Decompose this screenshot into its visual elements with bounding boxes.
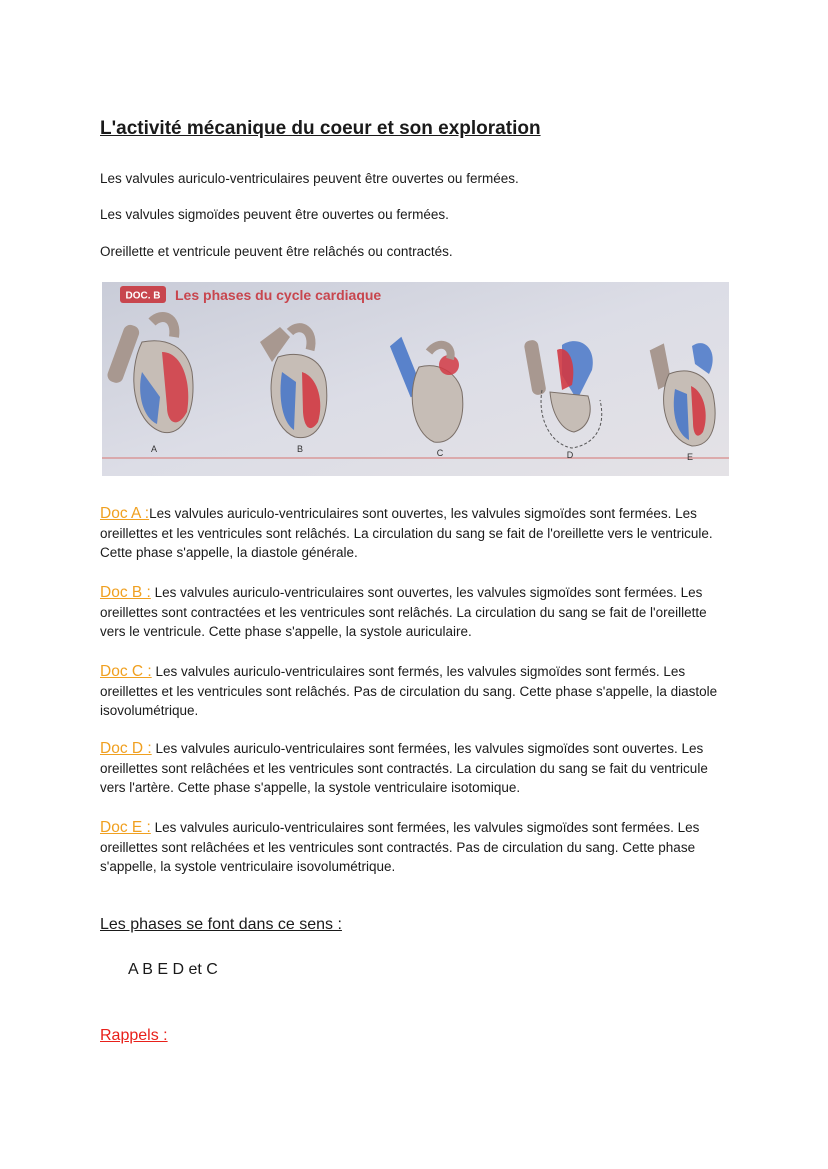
doc-badge-text: DOC. B	[125, 290, 161, 302]
doc-a-label: Doc A :	[100, 505, 150, 522]
doc-c-paragraph	[100, 662, 730, 721]
figure-letter: B	[296, 444, 304, 454]
doc-c-text: Les valvules auriculo-ventriculaires sont fermés, les valvules sigmoïdes sont fermés. Les oreillettes et les ventricules sont relâchés. Pas de circulation du sang. Cette phase s'appelle, la diastole isovolumétrique.	[100, 664, 718, 718]
doc-b-paragraph	[100, 583, 730, 642]
doc-d-text: Les valvules auriculo-ventriculaires sont fermées, les valvules sigmoïdes sont ouvertes. Les oreillettes sont relâchées et les ventricules sont contractés. La circulation du sang se fait du ventricule vers l'artère. Cette phase s'appelle, la systole ventriculaire isotomique.	[100, 741, 708, 795]
intro-paragraph: Oreillette et ventricule peuvent être relâchés ou contractés.	[100, 244, 453, 259]
order-value: A B E D et C	[128, 961, 218, 978]
doc-b-text: Les valvules auriculo-ventriculaires sont ouvertes, les valvules sigmoïdes sont fermées. Les oreillettes sont contractées et les ventricules sont relâchés. La circulation du sang se fait de l'oreillette vers le ventricule. Cette phase s'appelle, la systole auriculaire.	[100, 585, 707, 639]
figure-letter: A	[150, 444, 158, 454]
doc-c-label: Doc C :	[100, 663, 152, 680]
page-title: L'activité mécanique du coeur et son exploration	[100, 118, 541, 139]
doc-a-text: Les valvules auriculo-ventriculaires sont ouvertes, les valvules sigmoïdes sont fermées. Les oreillettes et les ventricules sont relâchés. La circulation du sang se fait de l'oreillette vers le ventricule. Cette phase s'appelle, la diastole générale.	[100, 506, 713, 560]
intro-paragraph: Les valvules sigmoïdes peuvent être ouvertes ou fermées.	[100, 207, 449, 222]
order-heading: Les phases se font dans ce sens :	[100, 916, 342, 933]
doc-b-label: Doc B :	[100, 584, 151, 601]
figure-letter: C	[436, 448, 444, 458]
rappels-heading: Rappels :	[100, 1027, 168, 1044]
doc-a-paragraph	[100, 504, 730, 563]
doc-e-text: Les valvules auriculo-ventriculaires sont fermées, les valvules sigmoïdes sont fermées. Les oreillettes sont relâchées et les ventricules sont contractés. Pas de circulation du sang. Cette phase s'appelle, la systole ventriculaire isovolumétrique.	[100, 820, 700, 874]
doc-d-label: Doc D :	[100, 740, 152, 757]
doc-e-label: Doc E :	[100, 819, 151, 836]
doc-e-paragraph	[100, 818, 730, 877]
intro-paragraph: Les valvules auriculo-ventriculaires peuvent être ouvertes ou fermées.	[100, 171, 519, 186]
heart-cycle-figure	[102, 282, 729, 476]
figure-letter: D	[566, 450, 574, 460]
figure-letter: E	[686, 452, 694, 462]
figure-title: Les phases du cycle cardiaque	[175, 287, 382, 303]
doc-d-paragraph	[100, 739, 730, 798]
